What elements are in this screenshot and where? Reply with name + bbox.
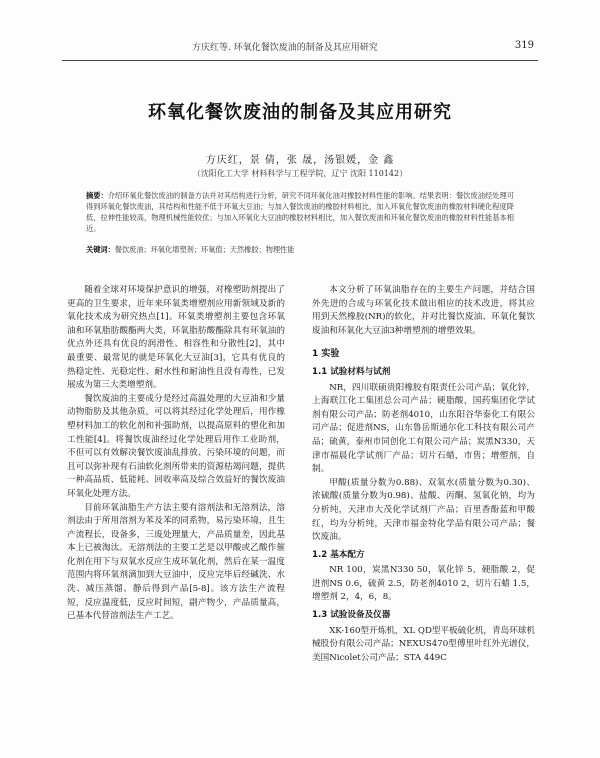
intro-paragraph: 本文分析了环氧油脂存在的主要生产问题，并结合国外先进的合成与环氧化技术做出相应的技术改进，将其应用到天然橡胶(NR)的软化，并对比餐饮废油、环氧化餐饮废油和环氧化大豆油3种增塑剂的增塑效果。: [312, 285, 535, 336]
formula-paragraph: NR 100，炭黑N330 50，氧化锌 5，硬脂酸 2，促进剂NS 0.6，硫黄 2.5，防老剂4010 2，切片石蜡 1.5，增塑剂 2，4，6，8。: [312, 565, 535, 603]
keywords-text: 餐饮废油；环氧化增塑剂；环氧值；天然橡胶；物理性能: [114, 245, 295, 254]
subsection-heading-equipment: 1.3 试验设备及仪器: [312, 610, 391, 621]
left-column: [67, 284, 285, 624]
right-column: [312, 284, 535, 665]
author-list: 方庆红，景 倩，张 晟，汤银媛，金 鑫: [205, 155, 395, 166]
author-affiliation: （沈阳化工大学 材料科学与工程学院，辽宁 沈阳 110142）: [192, 169, 408, 178]
paragraph: 随着全球对环境保护意识的增强，对橡塑助剂提出了更高的卫生要求，近年来环氧类增塑剂应用新领域及新的氧化技术成为研究热点[1]。环氧类增塑剂主要包含环氧油和环氧脂肪酸酯两大类，环氧脂肪酸酯除具有环氧油的优点外还具有优良的润滑性、相容性和分散性[2]，其中最重要、最常见的就是环氧化大豆油[3]，它具有优良的热稳定性、光稳定性、耐水性和耐油性且没有毒性，已发展成为第三大类增塑剂。: [67, 285, 285, 391]
abstract: [86, 190, 514, 234]
reagents-paragraph: 甲酸(质量分数为0.88)、双氧水(质量分数为0.30)、浓硫酸(质量分数为0.98)、盐酸、丙酮、氢氧化钠，均为分析纯，天津市大茂化学试剂厂产品；百里香酚蓝和甲酸红，均为分析纯，天津市福金特化学品有限公司产品；餐饮废油。: [312, 477, 535, 543]
paragraph: 目前环氧油脂生产方法主要有溶剂法和无溶剂法，溶剂法由于所用溶剂为苯及苯的同系物，易污染环境，且生产流程长，设备多，三废处理量大，产品质量差，因此基本上已被淘汰。无溶剂法的主要工艺是以甲酸或乙酸作催化剂在用下与双氧水反应生成环氧化剂，然后在某一温度范围内将环氧剂滴加到大豆油中，反应完毕后经碱洗、水洗、减压蒸馏、静后得到产品[5-8]。该方法生产流程短，反应温度低，反应时间短，副产物少，产品质量高，已基本代替溶剂法生产工艺。: [67, 502, 285, 622]
page-number: 319: [514, 40, 534, 51]
keywords: [86, 245, 514, 255]
subsection-heading-materials: 1.1 试验材料与试剂: [312, 366, 391, 377]
article-title: 环氧化餐饮废油的制备及其应用研究: [148, 102, 452, 123]
subsection-heading-formula: 1.2 基本配方: [312, 549, 365, 560]
header-rule: [62, 60, 538, 61]
running-header: [62, 40, 538, 56]
keywords-label: 关键词：: [86, 245, 115, 254]
equipment-paragraph: XK-160型开炼机，XL QD型平板硫化机，青岛环球机械股份有限公司产品；NEXUS470型傅里叶红外光谱仪，美国Nicolet公司产品；STA 449C: [312, 625, 535, 663]
paragraph: 餐饮废油的主要成分是经过高温处理的大豆油和少量动物脂肪及其他杂质，可以将其经过化学处理后，用作橡塑材料加工的软化剂和补强助剂，以提高原料的塑化和加工性能[4]。将餐饮废油经过化学处理后用作工业助剂，不但可以有效解决餐饮废油乱排放、污染环境的问题，而且可以弥补现有石油软化剂所带来的资源枯竭问题，提供一种高品质、低能耗、回收率高及综合效益好的餐饮废油环氧化处理方法。: [67, 393, 285, 499]
materials-paragraph: NR，四川联硕贵阳橡胶有限责任公司产品；氧化锌，上海联江化工集团总公司产品；硬脂酸，国药集团化学试剂有限公司产品；防老剂4010，山东阳谷华泰化工有限公司产品；促进剂NS，山东鲁岳斯通尔化工科技有限公司产品；硫黄，泰州市同创化工有限公司产品；炭黑N330，天津市福晨化学试剂厂产品；切片石蜡，市售；增塑剂，自制。: [312, 382, 535, 475]
abstract-label: 摘要：: [86, 191, 108, 200]
abstract-text: 介绍环氧化餐饮废油的制备方法并对其结构进行分析，研究不同环氧化油对橡胶材料性能的影响。结果表明：餐饮废油经处理可得到环氧化餐饮废油，其结构和性能不低于环氧大豆油；与加入餐饮废油的橡胶材料相比，加入环氧化餐饮废油的橡胶材料硬化程度降低，拉伸性能较高，物理机械性能较优；与加入环氧化大豆油的橡胶材料相比，加入餐饮废油和环氧化餐饮废油的橡胶材料性能基本相近。: [86, 191, 514, 233]
section-heading-experiment: 1 实验: [312, 349, 340, 360]
running-title: 方庆红等. 环氧化餐饮废油的制备及其应用研究: [192, 43, 378, 53]
